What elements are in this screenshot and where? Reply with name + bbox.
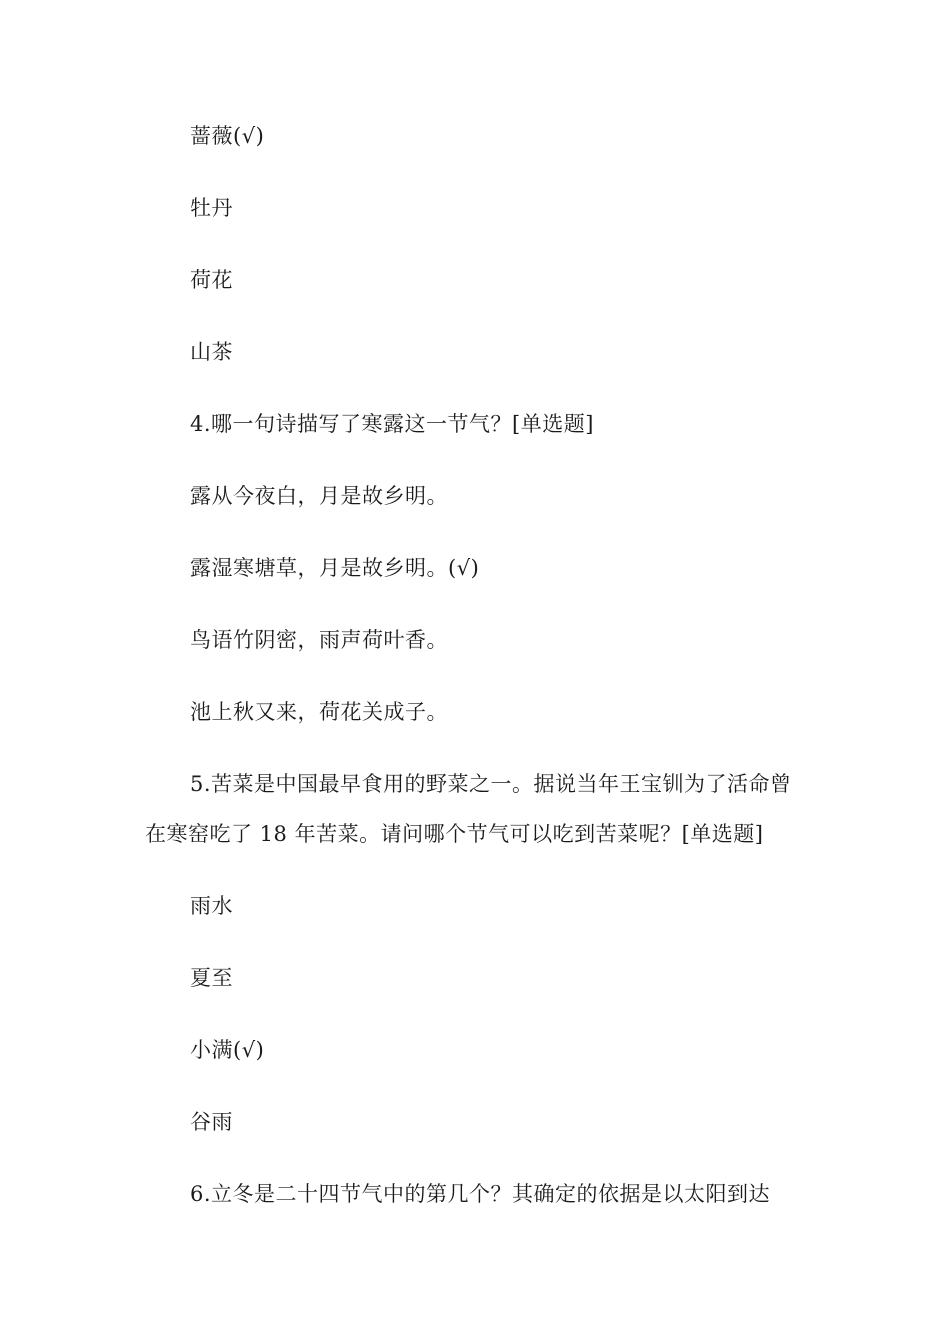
q4-option-b: 露湿寒塘草，月是故乡明。(√) <box>190 556 480 580</box>
q4-option-d: 池上秋又来，荷花关成子。 <box>190 700 448 724</box>
q5-option-a: 雨水 <box>190 894 233 918</box>
q4-question: 4.哪一句诗描写了寒露这一节气？[单选题] <box>190 412 594 436</box>
q3-option-c: 荷花 <box>190 268 233 292</box>
q3-option-b: 牡丹 <box>190 196 233 220</box>
q4-option-c: 鸟语竹阴密，雨声荷叶香。 <box>190 628 448 652</box>
q5-option-d: 谷雨 <box>190 1110 233 1134</box>
q5-question-line2: 在寒窑吃了 18 年苦菜。请问哪个节气可以吃到苦菜呢？[单选题] <box>145 822 764 846</box>
q5-option-b: 夏至 <box>190 966 233 990</box>
q5-question-line1: 5.苦菜是中国最早食用的野菜之一。据说当年王宝钏为了活命曾 <box>190 772 792 796</box>
q6-question-line1: 6.立冬是二十四节气中的第几个？其确定的依据是以太阳到达 <box>190 1182 771 1206</box>
q5-option-c: 小满(√) <box>190 1038 265 1062</box>
q3-option-a: 蔷薇(√) <box>190 124 265 148</box>
q3-option-d: 山茶 <box>190 340 233 364</box>
q4-option-a: 露从今夜白，月是故乡明。 <box>190 484 448 508</box>
